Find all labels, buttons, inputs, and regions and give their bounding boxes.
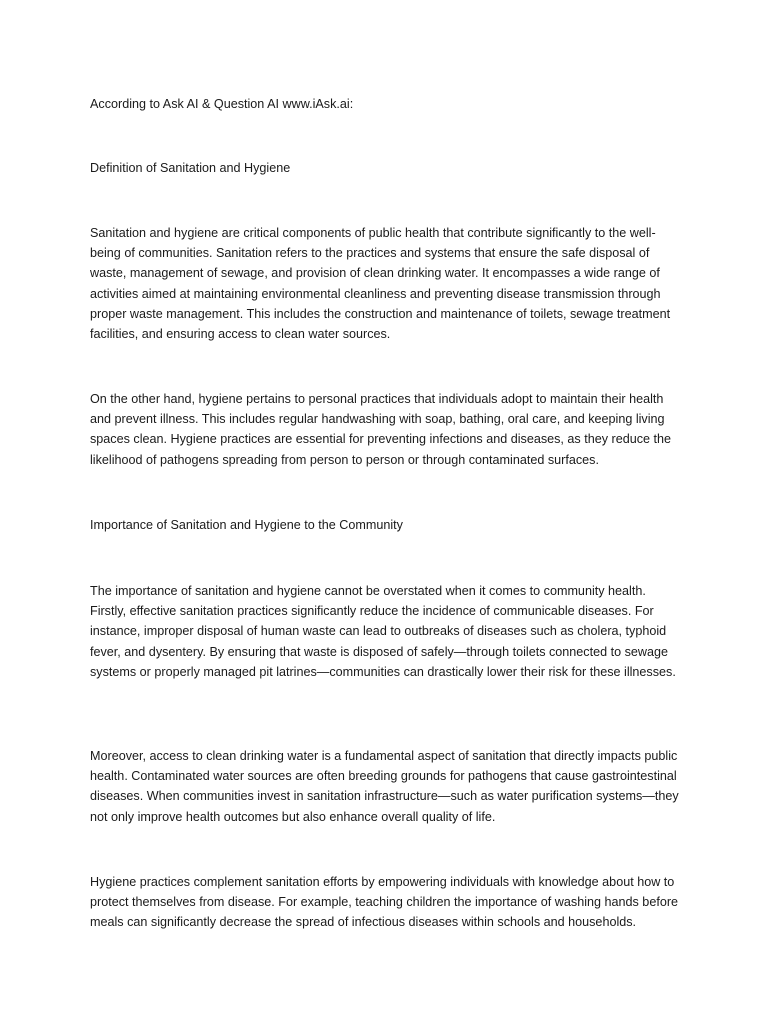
paragraph-water: Moreover, access to clean drinking water is a fundamental aspect of sanitation that directly impacts public health. Contaminated water sources are often breeding grounds for pathogens that cause gastrointestinal diseases. When communities invest in sanitation infrastructure—such as water purification systems—they not only improve health outcomes but also enhance overall quality of life. — [90, 749, 679, 824]
paragraph-hygiene: On the other hand, hygiene pertains to personal practices that individuals adopt to maintain their health and prevent illness. This includes regular handwashing with soap, bathing, oral care, and keeping living spaces clean. Hygiene practices are essential for preventing infections and diseases, as they reduce the likelihood of pathogens spreading from person to person or through contaminated surfaces. — [90, 392, 672, 467]
heading-definition: Definition of Sanitation and Hygiene — [90, 161, 291, 175]
paragraph-sanitation: Sanitation and hygiene are critical components of public health that contribute significantly to the well-being of communities. Sanitation refers to the practices and systems that ensure the safe disposal of waste, management of sewage, and provision of clean drinking water. It encompasses a wide range of activities aimed at maintaining environmental cleanliness and preventing disease transmission through proper waste management. This includes the construction and maintenance of toilets, sewage treatment facilities, and ensuring access to clean water sources. — [90, 226, 671, 342]
intro-line: According to Ask AI & Question AI www.iAsk.ai: — [90, 97, 354, 111]
paragraph-importance: The importance of sanitation and hygiene cannot be overstated when it comes to community health. Firstly, effective sanitation practices significantly reduce the incidence of communicable diseases. For instance, improper disposal of human waste can lead to outbreaks of diseases such as cholera, typhoid fever, and dysentery. By ensuring that waste is disposed of safely—through toilets connected to sewage systems or properly managed pit latrines—communities can drastically lower their risk for these illnesses. — [90, 584, 676, 679]
paragraph-complement: Hygiene practices complement sanitation efforts by empowering individuals with knowledge about how to protect themselves from disease. For example, teaching children the importance of washing hands before meals can significantly decrease the spread of infectious diseases within schools and households. — [90, 875, 679, 930]
heading-importance: Importance of Sanitation and Hygiene to the Community — [90, 518, 403, 532]
